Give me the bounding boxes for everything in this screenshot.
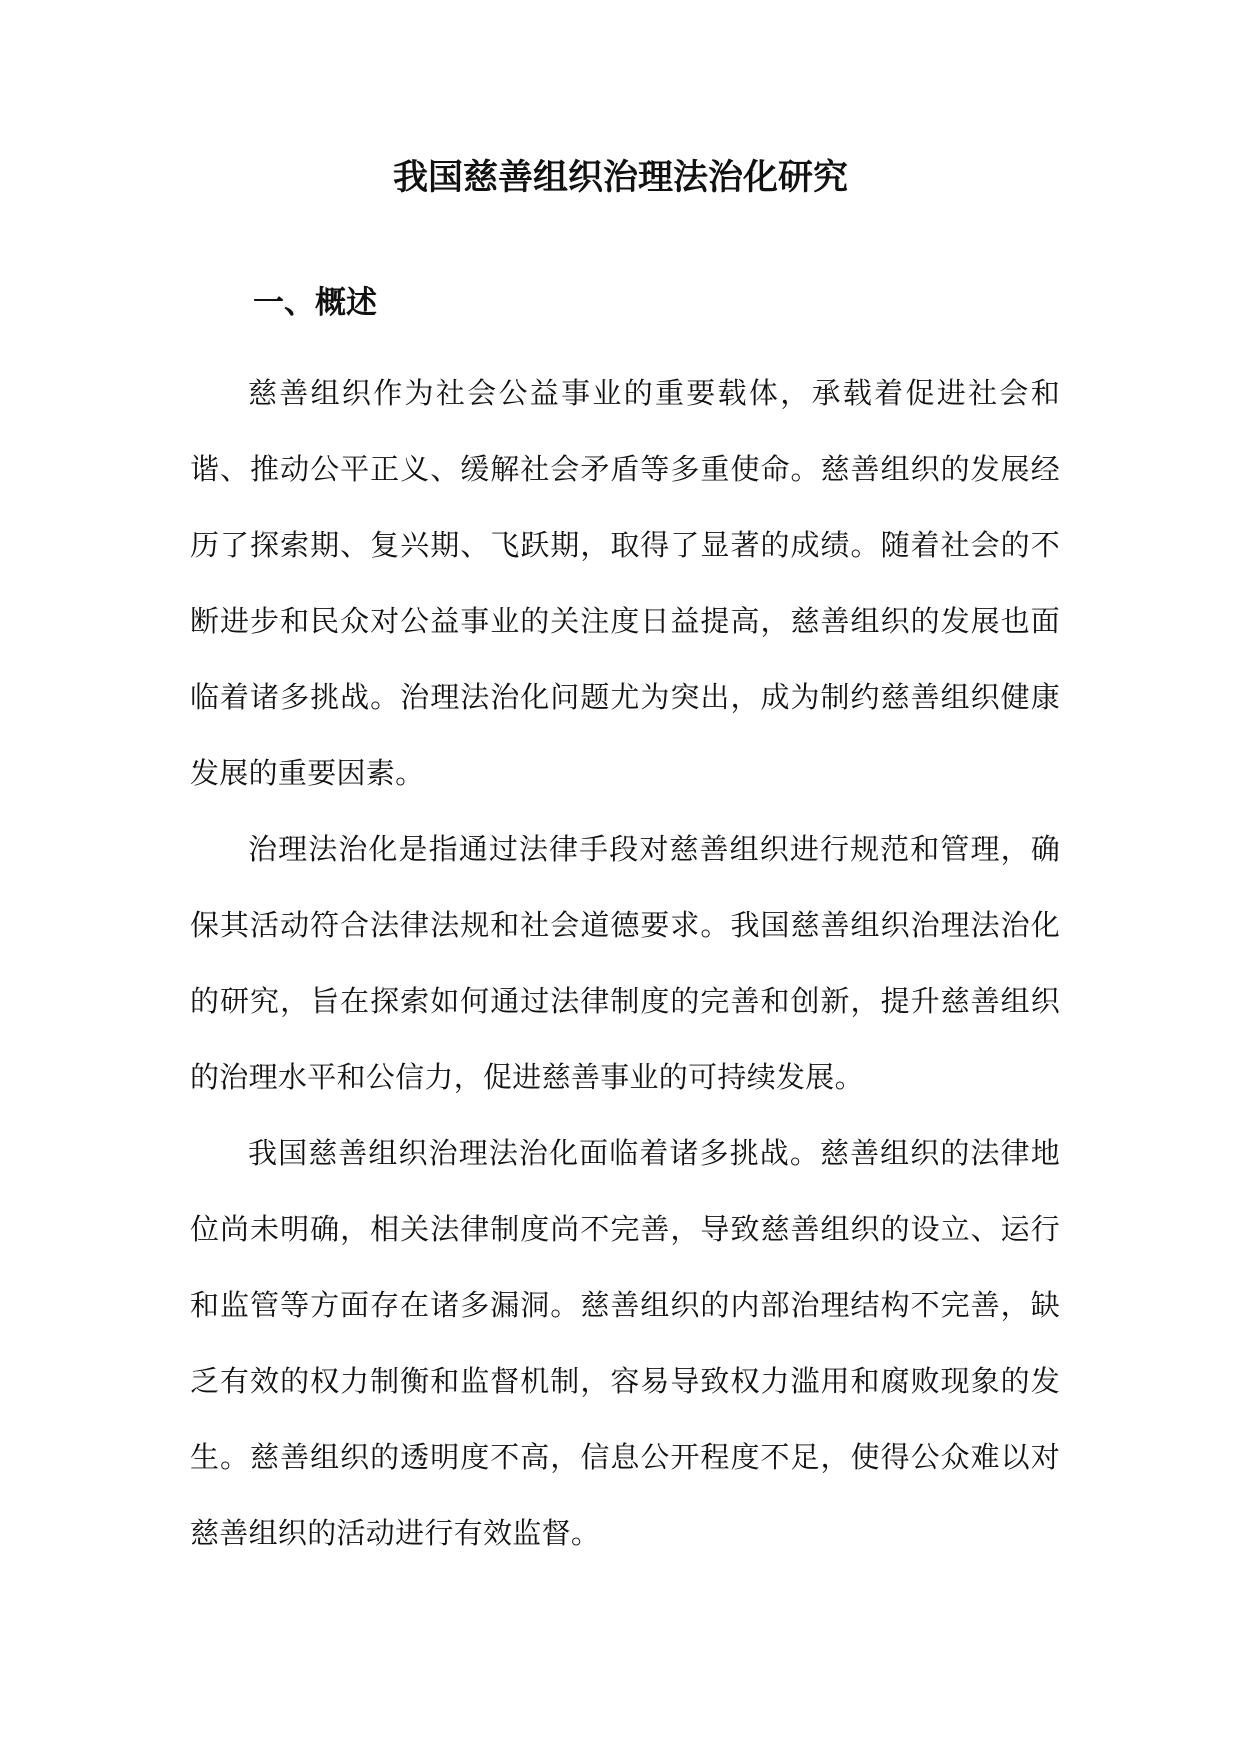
- paragraph-2: 治理法治化是指通过法律手段对慈善组织进行规范和管理，确保其活动符合法律法规和社会道德要求。我国慈善组织治理法治化的研究，旨在探索如何通过法律制度的完善和创新，提升慈善组织的治理水平和公信力，促进慈善事业的可持续发展。: [190, 832, 1060, 1094]
- paragraph-1: 慈善组织作为社会公益事业的重要载体，承载着促进社会和谐、推动公平正义、缓解社会矛盾等多重使命。慈善组织的发展经历了探索期、复兴期、飞跃期，取得了显著的成绩。随着社会的不断进步和民众对公益事业的关注度日益提高，慈善组织的发展也面临着诸多挑战。治理法治化问题尤为突出，成为制约慈善组织健康发展的重要因素。: [190, 376, 1060, 790]
- document-body: [190, 355, 1060, 1571]
- page-title: 我国慈善组织治理法治化研究: [392, 157, 848, 198]
- paragraph-3: 我国慈善组织治理法治化面临着诸多挑战。慈善组织的法律地位尚未明确，相关法律制度尚不完善，导致慈善组织的设立、运行和监管等方面存在诸多漏洞。慈善组织的内部治理结构不完善，缺乏有效的权力制衡和监督机制，容易导致权力滥用和腐败现象的发生。慈善组织的透明度不高，信息公开程度不足，使得公众难以对慈善组织的活动进行有效监督。: [190, 1136, 1060, 1550]
- section-heading: 一、概述: [253, 285, 377, 321]
